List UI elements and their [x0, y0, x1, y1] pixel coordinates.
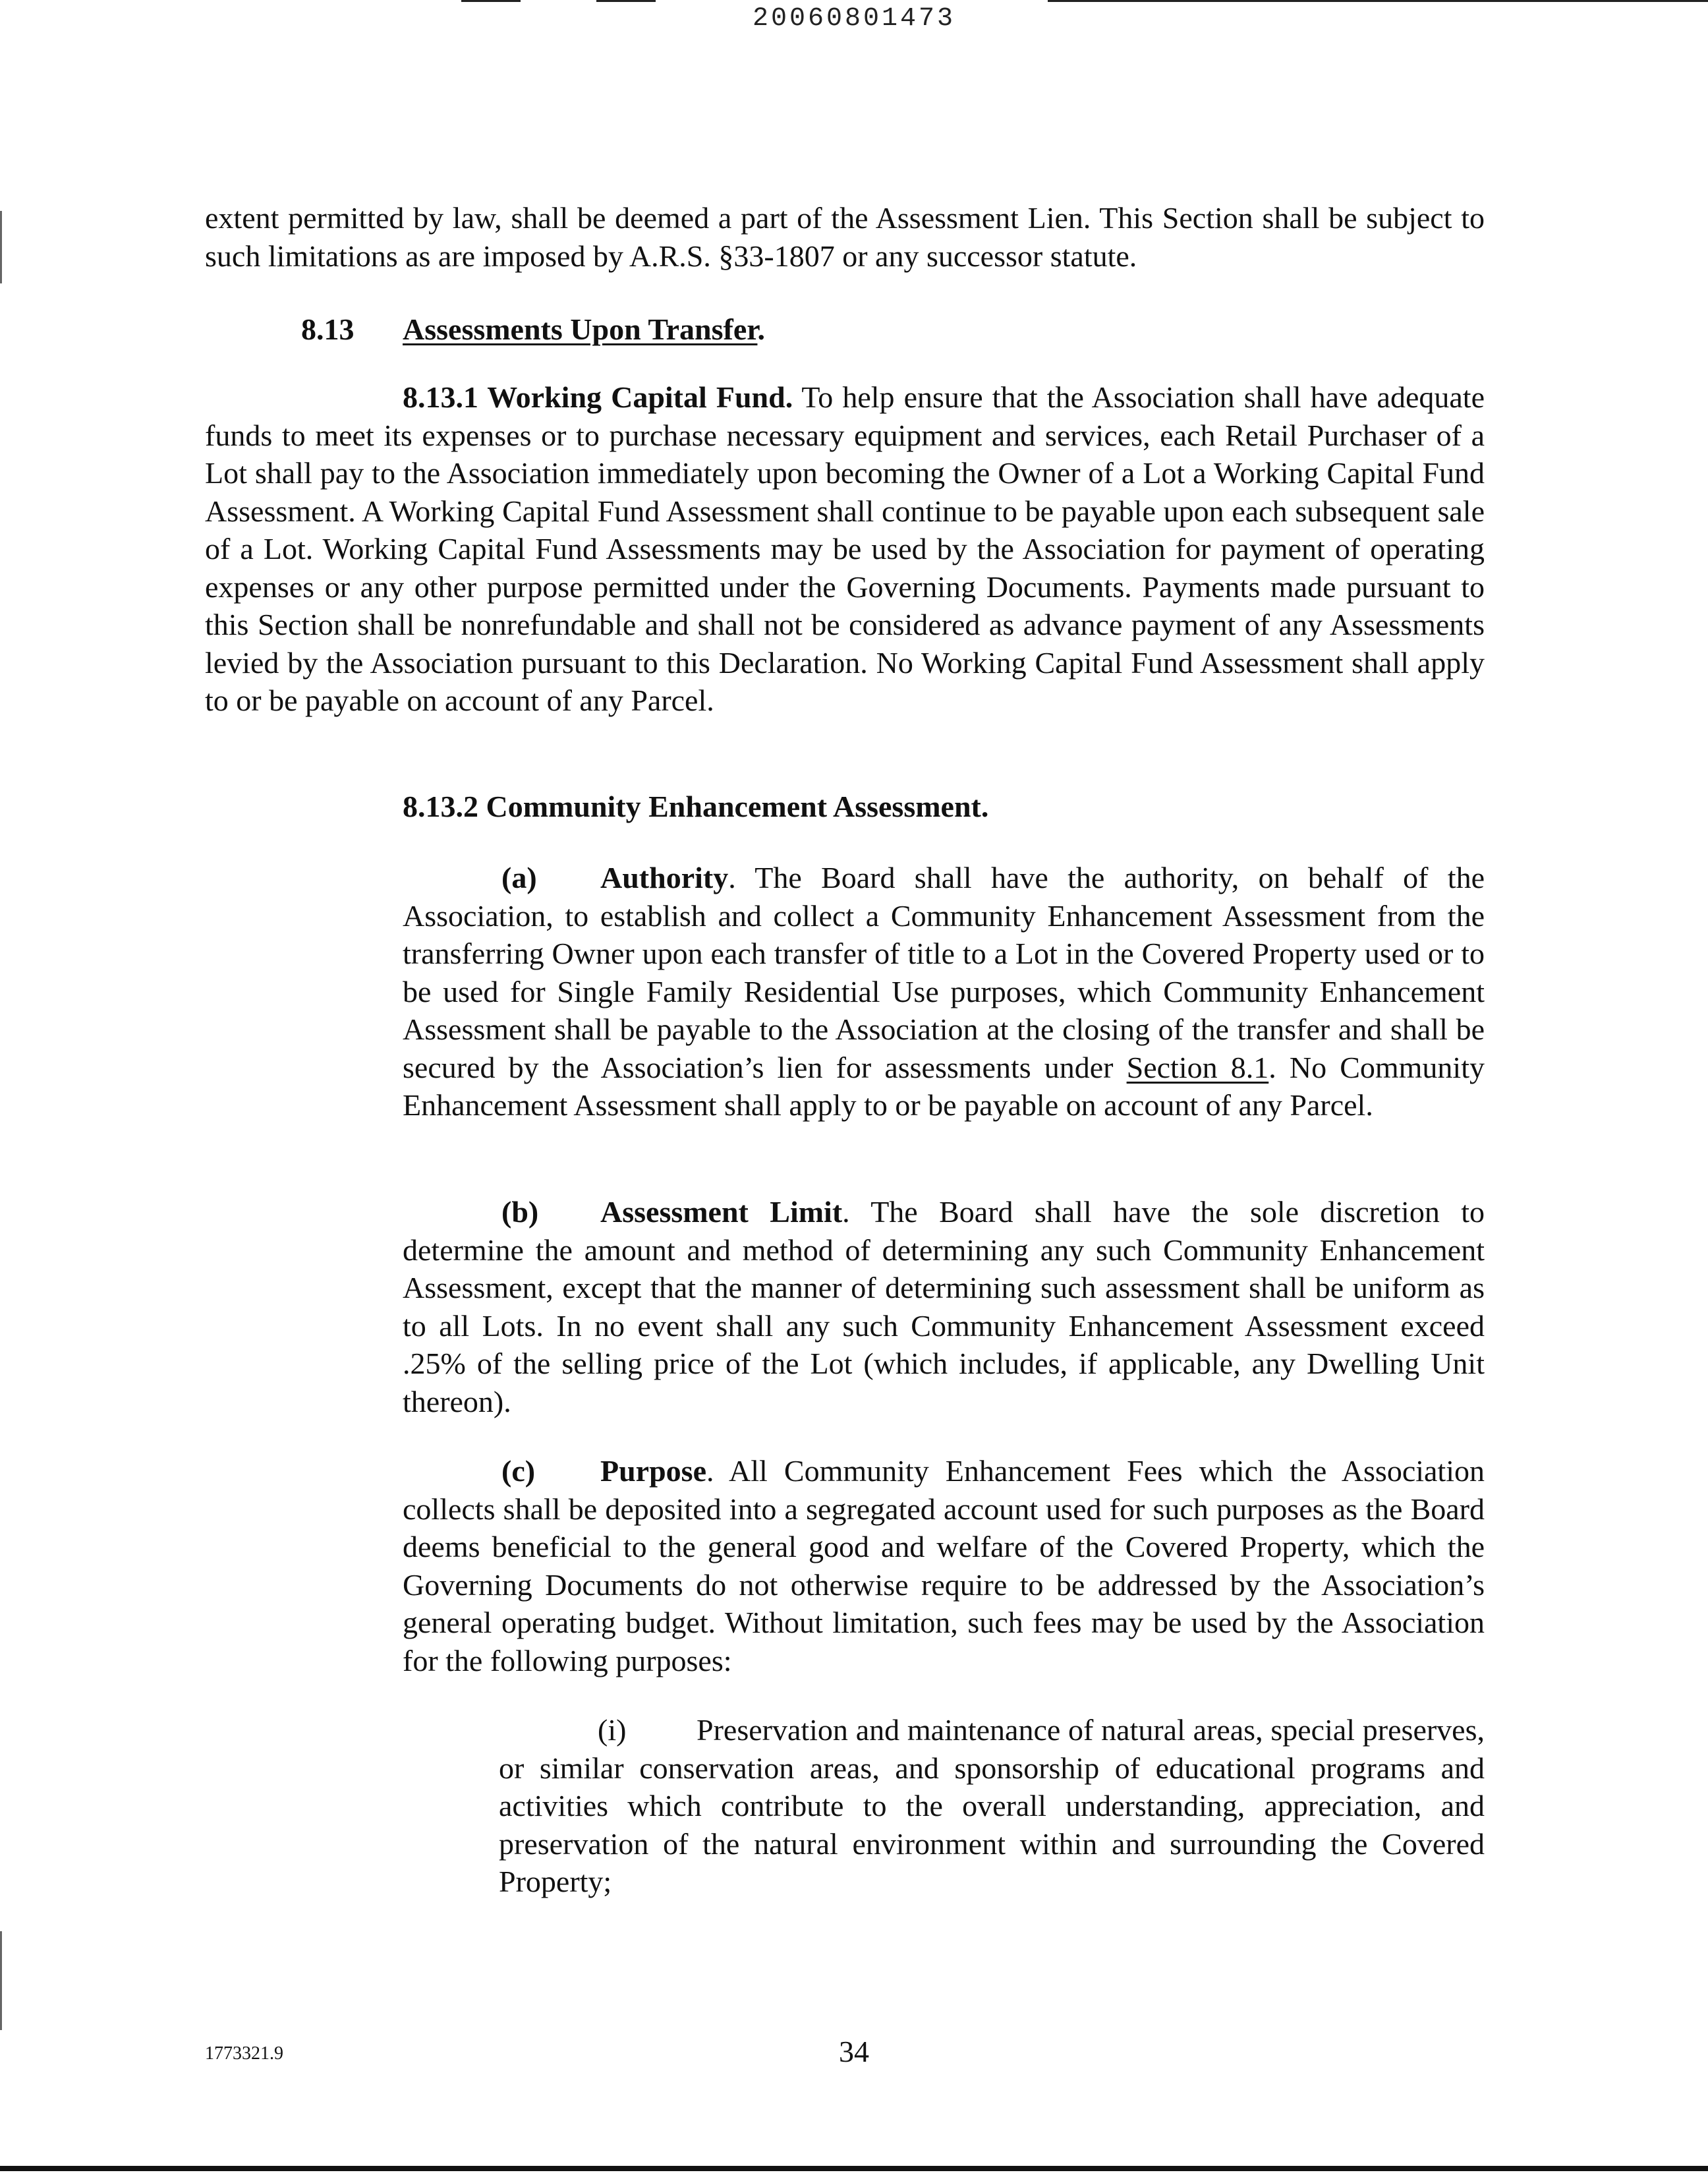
item-numeral: (i) — [598, 1713, 627, 1747]
section-title — [403, 312, 765, 347]
clause-text: . The Board shall have the authority, on behalf of the Association, to establish and collect a Community Enhancement Assessment from the transferring Owner upon each transfer of title to a Lot in the Covered Property used or to be used for Single Family Residential Use purposes, which Community Enhancement Assessment shall be payable to the Association at the closing of the transfer and shall be secured by the Association’s lien for assessments under — [403, 861, 1485, 1084]
assessment-limit-paragraph — [403, 1193, 1485, 1420]
scan-edge-mark — [0, 1931, 2, 2030]
clause-letter: (c) — [501, 1454, 536, 1488]
scan-bottom-border — [0, 2166, 1708, 2171]
clause-text: . The Board shall have the sole discretion to determine the amount and method of determining any such Community Enhancement Assessment, except that the manner of determining such assessment shall be uniform as to all Lots. In no event shall any such Community Enhancement Assessment exceed .25% of the selling price of the Lot (which includes, if applicable, any Dwelling Unit thereon). — [403, 1195, 1485, 1418]
section-title-suffix: . — [757, 312, 765, 346]
purpose-paragraph — [403, 1452, 1485, 1679]
scan-artifact-line — [461, 0, 521, 2]
subsection-text: To help ensure that the Association shall have adequate funds to meet its expenses or to purchase necessary equipment and services, each Retail Purchaser of a Lot shall pay to the Association immediately upon becoming the Owner of a Lot a Working Capital Fund Assessment. A Working Capital Fund Assessment shall continue to be payable upon each subsequent sale of a Lot. Working Capital Fund Assessments may be used by the Association for payment of operating expenses or any other purpose permitted under the Governing Documents. Payments made pursuant to this Section shall be nonrefundable and shall not be considered as advance payment of any Assessments levied by the Association pursuant to this Declaration. No Working Capital Fund Assessment shall apply to or be payable on account of any Parcel. — [205, 380, 1485, 717]
scan-artifact-line — [596, 0, 656, 2]
clause-letter: (b) — [501, 1195, 539, 1229]
purpose-item-i — [499, 1711, 1485, 1901]
page-number: 34 — [839, 2035, 869, 2068]
subsection-label: 8.13.1 Working Capital Fund. — [403, 380, 793, 414]
item-text: Preservation and maintenance of natural areas, special preserves, or similar conservation areas, and sponsorship of educational programs and activities which contribute to the overall understanding, appreciation, and preservation of the natural environment within and surrounding the Covered Property; — [499, 1713, 1485, 1898]
section-reference: Section 8.1 — [1126, 1050, 1269, 1084]
recording-number: 20060801473 — [752, 4, 956, 34]
clause-title: Assessment Limit — [600, 1195, 843, 1229]
paragraph-continuation: extent permitted by law, shall be deemed a part of the Assessment Lien. This Section shall be subject to such limitations as are imposed by A.R.S. §33-1807 or any successor statute. — [205, 201, 1485, 273]
clause-text-end: . No Community Enhancement Assessment shall apply to or be payable on account of any Parcel. — [403, 1050, 1485, 1122]
clause-text: . All Community Enhancement Fees which the Association collects shall be deposited into a segregated account used for such purposes as the Board deems beneficial to the general good and welfare of the Covered Property, which the Governing Documents do not otherwise require to be addressed by the Association’s general operating budget. Without limitation, such fees may be used by the Association for the following purposes: — [403, 1454, 1485, 1677]
authority-paragraph — [403, 859, 1485, 1124]
subsection-heading: 8.13.2 Community Enhancement Assessment. — [403, 790, 989, 823]
clause-title: Purpose — [600, 1454, 706, 1488]
clause-letter: (a) — [501, 861, 537, 894]
scan-edge-mark — [0, 211, 2, 283]
clause-title: Authority — [600, 861, 729, 894]
document-number: 1773321.9 — [205, 2043, 283, 2064]
working-capital-fund-paragraph — [205, 378, 1485, 720]
section-title-text: Assessments Upon Transfer — [403, 312, 758, 346]
scan-artifact-line — [1048, 0, 1708, 2]
section-number: 8.13 — [301, 312, 355, 346]
